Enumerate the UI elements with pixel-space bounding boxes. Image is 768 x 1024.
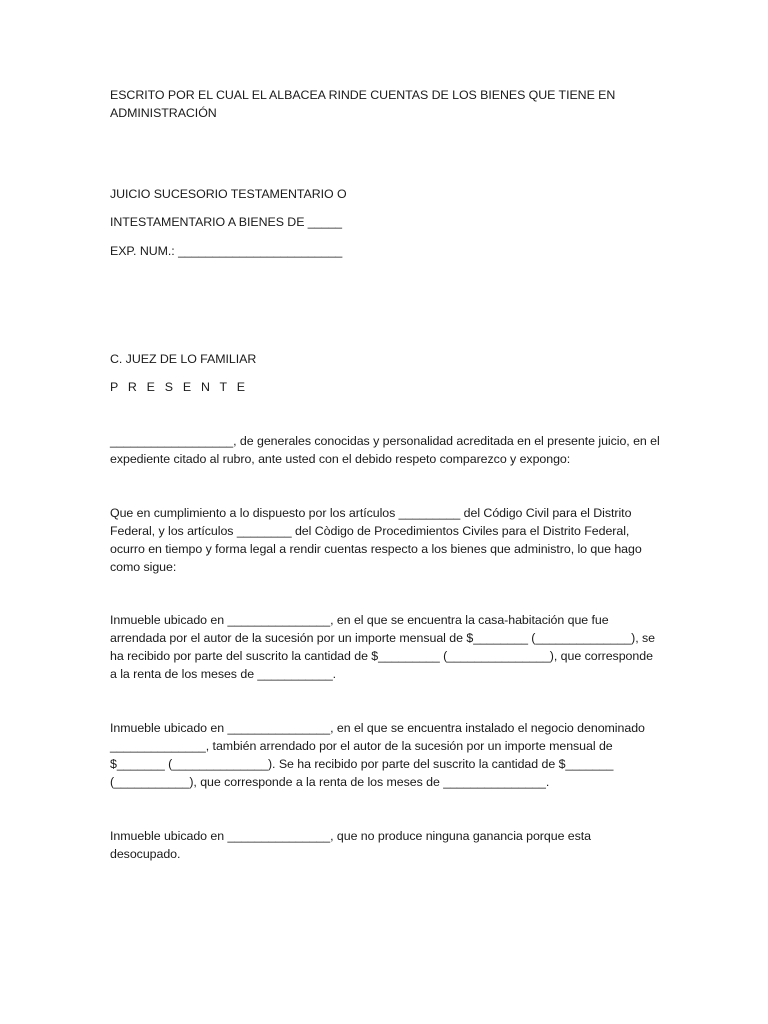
- paragraph-property-house: Inmueble ubicado en _______________, en el que se encuentra la casa-habitación que fue arrendada por el autor de la sucesión por un importe mensual de $________ (______________), se ha recibido por parte del suscrito la cantidad de $_________ (_______________), que corresponde a la renta de los meses de ___________.: [110, 613, 656, 681]
- case-header-line-2: INTESTAMENTARIO A BIENES DE _____: [110, 215, 343, 229]
- case-header-file-number: EXP. NUM.: ________________________: [110, 244, 343, 258]
- addressee: C. JUEZ DE LO FAMILIAR: [110, 352, 257, 366]
- paragraph-introduction: __________________, de generales conocidas y personalidad acreditada en el presente juicio, en el expediente citado al rubro, ante usted con el debido respeto comparezco y expongo:: [110, 434, 660, 466]
- presente-heading: P R E S E N T E: [110, 380, 249, 394]
- paragraph-property-business: Inmueble ubicado en _______________, en el que se encuentra instalado el negocio denominado ______________, también arrendado por el autor de la sucesión por un importe mensual de $_______ (______________). Se ha recibido por parte del suscrito la cantidad de $_______ (___________), que corresponde a la renta de los meses de _______________.: [110, 721, 645, 789]
- paragraph-property-vacant: Inmueble ubicado en _______________, que no produce ninguna ganancia porque esta desocupado.: [110, 829, 592, 861]
- case-header-line-1: JUICIO SUCESORIO TESTAMENTARIO O: [110, 187, 347, 201]
- document-title: ESCRITO POR EL CUAL EL ALBACEA RINDE CUENTAS DE LOS BIENES QUE TIENE EN ADMINISTRACIÓN: [110, 88, 616, 120]
- paragraph-legal-basis: Que en cumplimiento a lo dispuesto por los artículos _________ del Código Civil para el Distrito Federal, y los artículos ________ del Còdigo de Procedimientos Civiles para el Distrito Federal, ocurro en tiempo y forma legal a rendir cuentas respecto a los bienes que administro, lo que hago como sigue:: [110, 506, 642, 574]
